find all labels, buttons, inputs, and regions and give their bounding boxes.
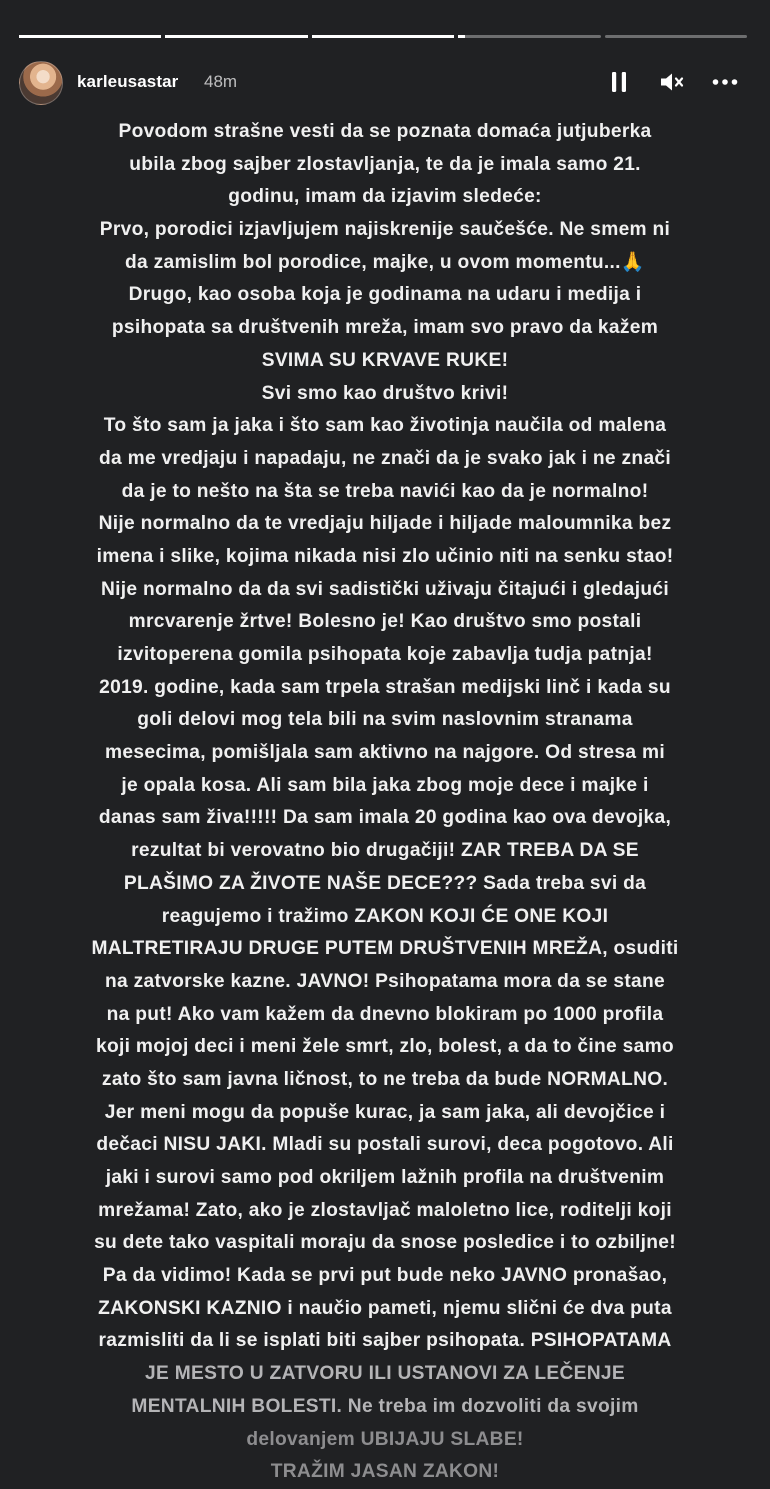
progress-segment — [605, 35, 747, 38]
story-text — [18, 116, 752, 1483]
story-text-line: dečaci NISU JAKI. Mladi su postali surovi, deca pogotovo. Ali — [96, 1134, 674, 1156]
story-text-line: koji mojoj deci i meni žele smrt, zlo, bolest, a da to čine samo — [96, 1036, 674, 1058]
story-text-line: Pa da vidimo! Kada se prvi put bude neko JAVNO pronašao, — [102, 1265, 668, 1287]
progress-segment-fill — [19, 35, 161, 38]
story-text-line: imena i slike, kojima nikada nisi zlo učinio niti na senku stao! — [96, 545, 674, 567]
story-text-line: da me vredjaju i napadaju, ne znači da je svako jak i ne znači — [98, 447, 672, 469]
muted-speaker-icon — [659, 71, 685, 93]
story-text-line: Nije normalno da te vredjaju hiljade i hiljade maloumnika bez — [98, 513, 672, 535]
story-text-line: mrežama! Zato, ako je zlostavljač maloletno lice, roditelji koji — [98, 1199, 672, 1221]
story-text-line: na put! Ako vam kažem da dnevno blokiram po 1000 profila — [106, 1003, 664, 1025]
story-text-line: rezultat bi verovatno bio drugačiji! ZAR TREBA DA SE — [131, 840, 639, 862]
avatar[interactable] — [19, 61, 63, 105]
progress-segment — [19, 35, 161, 38]
pause-button[interactable] — [607, 70, 631, 94]
more-options-button[interactable] — [713, 70, 737, 94]
story-text-line: godinu, imam da izjavim sledeće: — [228, 186, 542, 208]
story-text-line: izvitoperena gomila psihopata koje zabavlja tudja patnja! — [117, 644, 653, 665]
story-text-line: mesecima, pomišljala sam aktivno na najgore. Od stresa mi — [105, 742, 665, 764]
progress-segment — [458, 35, 600, 38]
progress-segment — [312, 35, 454, 38]
post-time: 48m — [204, 72, 238, 91]
story-text-line: Drugo, kao osoba koja je godinama na udaru i medija i — [128, 284, 642, 306]
story-text-line: Prvo, porodici izjavljujem najiskrenije saučešće. Ne smem ni — [99, 219, 671, 241]
pause-icon — [610, 71, 628, 93]
story-text-line: TRAŽIM JASAN ZAKON! — [270, 1461, 500, 1483]
story-text-line: To što sam ja jaka i što sam kao životinja naučila od malena — [103, 415, 667, 437]
story-text-line: mrcvarenje žrtve! Bolesno je! Kao društvo smo postali — [128, 611, 642, 633]
story-header — [19, 57, 747, 107]
story-text-line: PLAŠIMO ZA ŽIVOTE NAŠE DECE??? Sada treba svi da — [123, 872, 647, 894]
story-text-line: danas sam živa!!!!! Da sam imala 20 godina kao ova devojka, — [98, 807, 672, 829]
story-text-line: su dete tako vaspitali moraju da snose posledice i to ozbiljne! — [94, 1232, 676, 1254]
story-progress-bar — [19, 35, 747, 39]
progress-segment-fill — [165, 35, 307, 38]
username[interactable]: karleusastar — [77, 72, 179, 91]
progress-segment-fill — [312, 35, 454, 38]
story-text-line: da zamislim bol porodice, majke, u ovom momentu...🙏 — [124, 251, 646, 273]
story-text-line: ubila zbog sajber zlostavljanja, te da je imala samo 21. — [129, 153, 641, 175]
story-text-line: zato što sam javna ličnost, to ne treba da bude NORMALNO. — [101, 1068, 669, 1090]
mute-button[interactable] — [660, 70, 684, 94]
story-controls — [607, 66, 737, 98]
progress-segment-fill — [458, 35, 465, 38]
story-text-line: Svi smo kao društvo krivi! — [261, 382, 509, 404]
story-text-line: psihopata sa društvenih mreža, imam svo pravo da kažem — [111, 317, 659, 339]
story-text-line: 2019. godine, kada sam trpela strašan medijski linč i kada su — [99, 676, 671, 698]
story-text-line: na zatvorske kazne. JAVNO! Psihopatama mora da se stane — [105, 970, 665, 992]
story-text-line: JE MESTO U ZATVORU ILI USTANOVI ZA LEČENJE — [145, 1363, 625, 1385]
story-text-line: SVIMA SU KRVAVE RUKE! — [261, 349, 509, 371]
story-text-line: Povodom strašne vesti da se poznata domaća jutjuberka — [118, 121, 652, 142]
story-text-line: goli delovi mog tela bili na svim naslovnim stranama — [137, 709, 633, 731]
story-text-line: je opala kosa. Ali sam bila jaka zbog moje dece i majke i — [121, 774, 649, 796]
story-text-line: MENTALNIH BOLESTI. Ne treba im dozvoliti da svojim — [131, 1395, 639, 1417]
more-options-icon — [712, 78, 738, 86]
story-text-line: reagujemo i tražimo ZAKON KOJI ĆE ONE KOJI — [161, 905, 609, 927]
story-text-line: Jer meni mogu da popuše kurac, ja sam jaka, ali devojčice i — [104, 1101, 666, 1123]
story-text-line: da je to nešto na šta se treba navići kao da je normalno! — [121, 480, 649, 502]
story-text-line: razmisliti da li se isplati biti sajber psihopata. PSIHOPATAMA — [98, 1330, 672, 1352]
story-text-line: Nije normalno da da svi sadistički uživaju čitajući i gledajući — [100, 578, 670, 600]
story-text-line: jaki i surovi samo pod okriljem lažnih profila na društvenim — [105, 1167, 665, 1188]
progress-segment — [165, 35, 307, 38]
story-text-line: delovanjem UBIJAJU SLABE! — [246, 1428, 524, 1450]
story-text-line: MALTRETIRAJU DRUGE PUTEM DRUŠTVENIH MREŽA, osuditi — [91, 938, 679, 960]
story-text-line: ZAKONSKI KAZNIO i naučio pameti, njemu slični će dva puta — [98, 1297, 672, 1319]
